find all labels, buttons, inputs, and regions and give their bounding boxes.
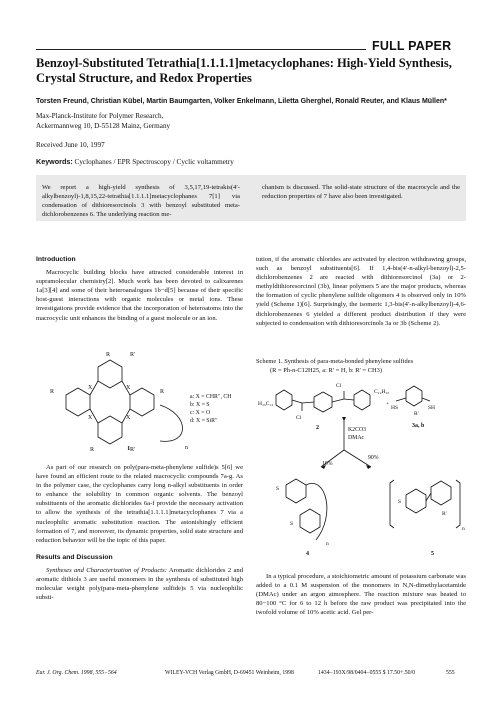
compound-label-1: 1 xyxy=(127,445,131,452)
svg-text:+: + xyxy=(386,401,390,407)
header-rule xyxy=(36,49,366,50)
right-paragraph-1: tution, if the aromatic chlorides are activated by electron withdrawing groups, such as benzoyl substituents[6]. If 1,4-bis(4′-n-alkyl-benzoyl)-2,5-dichlorobenzenes 2 are reacted with dithioresorcinol (3a) or 2-methyldithioresorcinol (3b), linear polymers 5 are the major products, whereas the formation of cyclic phenylene sulfide oligomers 4 is observed only in 10% yield (Scheme 1)[6]. Surprisingly, the isomeric 1,3-bis(4′-n-alkylbenzoyl)-4,6-dichlorobenzenes 6 yielded a different product distribution if they were subjected to condensation with dithioresorcinols 3a or 3b (Scheme 2). xyxy=(256,256,466,327)
scheme-caption-line-1: Scheme 1. Synthesis of para-meta-bonded phenylene sulfides xyxy=(256,358,414,365)
svg-text:Cl: Cl xyxy=(296,415,302,421)
svg-text:X: X xyxy=(126,385,131,391)
left-col-lower xyxy=(36,463,243,602)
affiliation-line-1: Max-Planck-Institute for Polymer Research, xyxy=(36,112,164,120)
keywords-label: Keywords: xyxy=(36,157,73,166)
right-col-bottom xyxy=(256,572,466,617)
results-heading: Results and Discussion xyxy=(36,553,113,561)
svg-text:R: R xyxy=(50,389,55,395)
ring-bottom xyxy=(98,416,122,444)
svg-text:H₂₅C₁₂: H₂₅C₁₂ xyxy=(258,401,274,407)
right-paragraph-2: In a typical procedure, a stoichiometric amount of potassium carbonate was added to a 0.1 M suspension of the monomers in N,N-dimethylacetamide (DMAc) under an argon atmosphere. The reaction mixture was heated to 80−100 °C for 6 to 12 h before the raw product was precipitated into the twofold volume of 10% acetic acid. Gel per- xyxy=(256,573,466,617)
author-list: Torsten Freund, Christian Kübel, Martin Baumgarten, Volker Enkelmann, Liletta Gherghel, Ronald Reuter, and Klaus Müllen* xyxy=(36,98,447,105)
reagent-dmac: DMAc xyxy=(348,435,365,441)
compound-label-2: 2 xyxy=(316,425,319,431)
section-label: FULL PAPER xyxy=(372,39,452,53)
received-date: Received June 10, 1997 xyxy=(36,141,105,149)
scheme-caption-line-2: (R = Ph-n-C12H25, a: R′ = H, b: R′ = CH3) xyxy=(270,366,382,374)
abstract-box xyxy=(36,175,466,221)
article-title: Benzoyl-Substituted Tetrathia[1.1.1.1]metacyclophanes: High-Yield Synthesis, Crystal Structure, and Redox Properties xyxy=(36,56,452,85)
yield-left: 10% xyxy=(322,461,333,467)
svg-text:R′: R′ xyxy=(414,411,419,417)
yield-right: 90% xyxy=(368,455,379,461)
svg-text:n: n xyxy=(185,445,188,451)
affiliation-line-2: Ackermannweg 10, D-55128 Mainz, Germany xyxy=(36,121,171,130)
svg-text:n: n xyxy=(326,541,329,547)
page-number: 555 xyxy=(446,670,455,676)
svg-text:S: S xyxy=(398,499,402,505)
intro-section xyxy=(36,255,243,323)
svg-text:n: n xyxy=(462,526,465,532)
svg-text:R: R xyxy=(106,352,111,358)
ring-top xyxy=(98,360,122,388)
compound-label-3: 3a, b xyxy=(412,423,425,429)
results-subheading: Syntheses and Characterization of Products: xyxy=(46,566,167,574)
scheme-caption xyxy=(256,358,466,375)
scheme-1-drawing xyxy=(256,375,468,575)
legend-b: b: X = S xyxy=(190,402,210,408)
ring-left xyxy=(66,388,90,416)
svg-text:R: R xyxy=(90,447,95,453)
affiliation xyxy=(36,112,170,131)
svg-text:R′: R′ xyxy=(130,447,136,453)
keywords-text: Cyclophanes / EPR Spectroscopy / Cyclic voltammetry xyxy=(74,158,234,166)
right-col-top xyxy=(256,255,466,328)
reagent-k2co3: K2CO3 xyxy=(348,427,367,433)
svg-text:HS: HS xyxy=(391,405,399,411)
calixarene-structure-1 xyxy=(40,345,245,455)
legend-c: c: X = O xyxy=(190,410,211,416)
footer-journal: Eur. J. Org. Chem. 1998, 555−564 xyxy=(36,670,117,676)
intro-heading: Introduction xyxy=(36,256,76,263)
svg-text:S: S xyxy=(276,486,280,492)
svg-text:S: S xyxy=(290,521,294,527)
intro-paragraph-2: As part of our research on poly(para-meta-phenylene sulfide)s 5[6] we have found an efficient route to the related macrocyclic compounds 7a-g. As in the polymer case, the cyclophanes carry long n-alkyl substituents in order to enhance the solubility in common organic solvents. The benzoyl substituents of the aromatic dichlorides 6a-f provide the necessary activation to allow the synthesis of the tetrathia[1.1.1.1]metacyclophanes 7 via a nucleophilic aromatic substitution reaction. The astonishingly efficient formation of 7, and moreover, its dynamic properties, solid state structure and reduction behavior will be the topic of this paper. xyxy=(36,464,243,544)
svg-text:C₁₂H₂₅: C₁₂H₂₅ xyxy=(374,389,390,395)
intro-paragraph-1: Macrocyclic building blocks have attracted considerable interest in supramolecular chemistry[2]. Much work has been devoted to calixarenes 1a[3][4] and some of their heteroanalogues 1b−d[5] because of their specific host-guest interactions with organic molecules or metal ions. These investigations provide evidence that the incorporation of heteroatoms into the macrocyclic unit enhances the binding of a guest molecule or an ion. xyxy=(36,269,243,322)
legend-d: d: X = SiR′′ xyxy=(190,418,218,424)
ring-right xyxy=(130,388,154,416)
abstract-right: chanism is discussed. The solid-state structure of the macrocycle and the reduction properties of 7 have also been investigated. xyxy=(262,184,460,200)
svg-text:R: R xyxy=(160,389,165,395)
footer-publisher: WILEY-VCH Verlag GmbH, D-69451 Weinheim, 1998 xyxy=(165,670,294,676)
results-paragraph-1: Aromatic dichlorides 2 and aromatic dithiols 3 are useful monomers in the synthesis of substituted high molecular weight poly(para-meta-phenylene sulfide)s 5 via nucleophilic substi- xyxy=(36,566,243,602)
compound-label-5: 5 xyxy=(431,551,434,557)
footer-code: 1434−193X/98/0404−0555 $ 17.50+.50/0 xyxy=(318,670,416,676)
legend-a: a: X = CHR′′, CH xyxy=(190,394,232,400)
svg-text:SH: SH xyxy=(428,405,436,411)
svg-text:Cl: Cl xyxy=(336,383,342,389)
keywords xyxy=(36,157,466,166)
compound-label-4: 4 xyxy=(306,551,309,557)
svg-text:X: X xyxy=(88,415,93,421)
svg-text:R′: R′ xyxy=(130,352,136,358)
svg-text:R′: R′ xyxy=(442,511,447,517)
svg-text:X: X xyxy=(88,385,93,391)
abstract-left: We report a high-yield synthesis of 3,5,17,19-tetrakis(4′-alkylbenzoyl)-1,8,15,22-tetrathia[1.1.1.1]metacyclophanes 7[1] via condensation of dithioresorcinols 3 with benzoyl substituted meta-dichlorobenzenes 6. The underlying reaction me- xyxy=(42,184,240,218)
svg-text:X: X xyxy=(126,415,131,421)
